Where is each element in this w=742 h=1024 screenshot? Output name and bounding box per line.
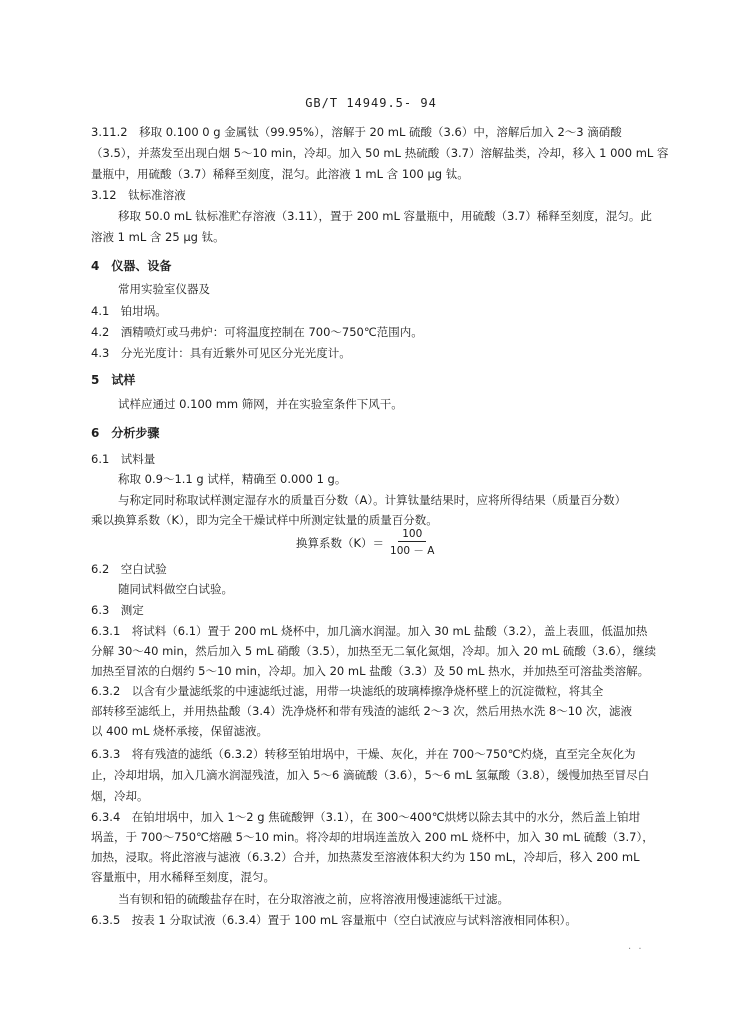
s6-2-title: 6.2 空白试验 [91, 562, 167, 576]
s6-3-2-line1: 6.3.2 以含有少量滤纸浆的中速滤纸过滤，用带一块滤纸的玻璃棒擦净烧杯壁上的沉淀微粒，将其全 [91, 684, 604, 698]
s6-3-2-line3: 以 400 mL 烧杯承接，保留滤液。 [91, 724, 269, 738]
s3-12-line1: 移取 50.0 mL 钛标准贮存溶液（3.11），置于 200 mL 容量瓶中，用硫酸（3.7）稀释至刻度，混匀。此 [118, 209, 652, 223]
s6-3-4-note: 当有钡和铅的硫酸盐存在时，在分取溶液之前，应将溶液用慢速滤纸干过滤。 [118, 892, 509, 906]
s3-11-2-line2: （3.5），并蒸发至出现白烟 5～10 min，冷却。加入 50 mL 热硫酸（3.7）溶解盐类，冷却，移入 1 000 mL 容 [91, 146, 669, 160]
s6-3-4-line2: 埚盖，于 700～750℃熔融 5～10 min。将冷却的坩埚连盖放入 200 mL 烧杯中，加入 30 mL 硫酸（3.7）， [91, 830, 654, 844]
s6-3-5-line1: 6.3.5 按表 1 分取试液（6.3.4）置于 100 mL 容量瓶中（空白试液应与试料溶液相同体积）。 [91, 913, 577, 927]
s5-title: 5 试样 [91, 373, 136, 387]
s3-11-2-line1: 3.11.2 移取 0.100 0 g 金属钛（99.95%），溶解于 20 mL 硫酸（3.6）中，溶解后加入 2～3 滴硝酸 [91, 125, 622, 139]
s6-1-line3: 乘以换算系数（K），即为完全干燥试样中所测定钛量的质量百分数。 [91, 513, 438, 527]
page-footer-mark: · · [628, 944, 644, 955]
s6-3-3-line3: 烟，冷却。 [91, 789, 149, 803]
formula-numerator: 100 [398, 528, 426, 542]
s6-3-4-line1: 6.3.4 在铂坩埚中，加入 1～2 g 焦硫酸钾（3.1），在 300～400℃烘烤以除去其中的水分，然后盖上铂坩 [91, 810, 641, 824]
formula-fraction [390, 528, 434, 558]
standard-code-header: GB/T 14949.5- 94 [305, 96, 437, 110]
s6-3-1-line1: 6.3.1 将试料（6.1）置于 200 mL 烧杯中，加几滴水润湿。加入 30 mL 盐酸（3.2），盖上表皿，低温加热 [91, 624, 648, 638]
s3-12-title: 3.12 钛标准溶液 [91, 188, 186, 202]
s3-12-line2: 溶液 1 mL 含 25 μg 钛。 [91, 230, 225, 244]
s6-2-line1: 随同试料做空白试验。 [118, 582, 233, 596]
s6-3-1-line2: 分解 30～40 min，然后加入 5 mL 硝酸（3.5），加热至无二氧化氮烟，冷却。加入 20 mL 硫酸（3.6），继续 [91, 644, 656, 658]
s6-1-line1: 称取 0.9～1.1 g 试样，精确至 0.000 1 g。 [118, 472, 347, 486]
s6-title: 6 分析步骤 [91, 426, 160, 440]
s6-3-3-line2: 止，冷却坩埚，加入几滴水润湿残渣，加入 5～6 滴硫酸（3.6），5～6 mL 氢氟酸（3.8），缓慢加热至冒尽白 [91, 768, 650, 782]
s4-3: 4.3 分光光度计：具有近紫外可见区分光光度计。 [91, 346, 351, 360]
s6-3-3-line1: 6.3.3 将有残渣的滤纸（6.3.2）转移至铂坩埚中，干燥、灰化，并在 700～750℃灼烧，直至完全灰化为 [91, 747, 636, 761]
s6-3-1-line3: 加热至冒浓的白烟约 5～10 min，冷却。加入 20 mL 盐酸（3.3）及 50 mL 热水，并加热至可溶盐类溶解。 [91, 664, 650, 678]
s6-3-4-line4: 容量瓶中，用水稀释至刻度，混匀。 [91, 870, 275, 884]
s6-3-title: 6.3 测定 [91, 603, 144, 617]
s4-2: 4.2 酒精喷灯或马弗炉：可将温度控制在 700～750℃范围内。 [91, 325, 423, 339]
s6-3-4-line3: 加热，浸取。将此溶液与滤液（6.3.2）合并，加热蒸发至溶液体积大约为 150 mL，冷却后，移入 200 mL [91, 850, 640, 864]
s4-intro: 常用实验室仪器及 [118, 282, 210, 296]
s6-1-line2: 与称定同时称取试样测定湿存水的质量百分数（A）。计算钛量结果时，应将所得结果（质量百分数） [118, 493, 627, 507]
conversion-formula [296, 528, 434, 558]
s4-title: 4 仪器、设备 [91, 259, 172, 273]
formula-lhs: 换算系数（K）＝ [296, 536, 385, 550]
s5-line1: 试样应通过 0.100 mm 筛网，并在实验室条件下风干。 [118, 397, 403, 411]
s4-1: 4.1 铂坩埚。 [91, 304, 167, 318]
formula-denominator: 100 － A [390, 545, 435, 557]
s6-1-title: 6.1 试料量 [91, 452, 156, 466]
s6-3-2-line2: 部转移至滤纸上，并用热盐酸（3.4）洗净烧杯和带有残渣的滤纸 2～3 次，然后用热水洗 8～10 次，滤液 [91, 704, 632, 718]
s3-11-2-line3: 量瓶中，用硫酸（3.7）稀释至刻度，混匀。此溶液 1 mL 含 100 μg 钛。 [91, 167, 469, 181]
